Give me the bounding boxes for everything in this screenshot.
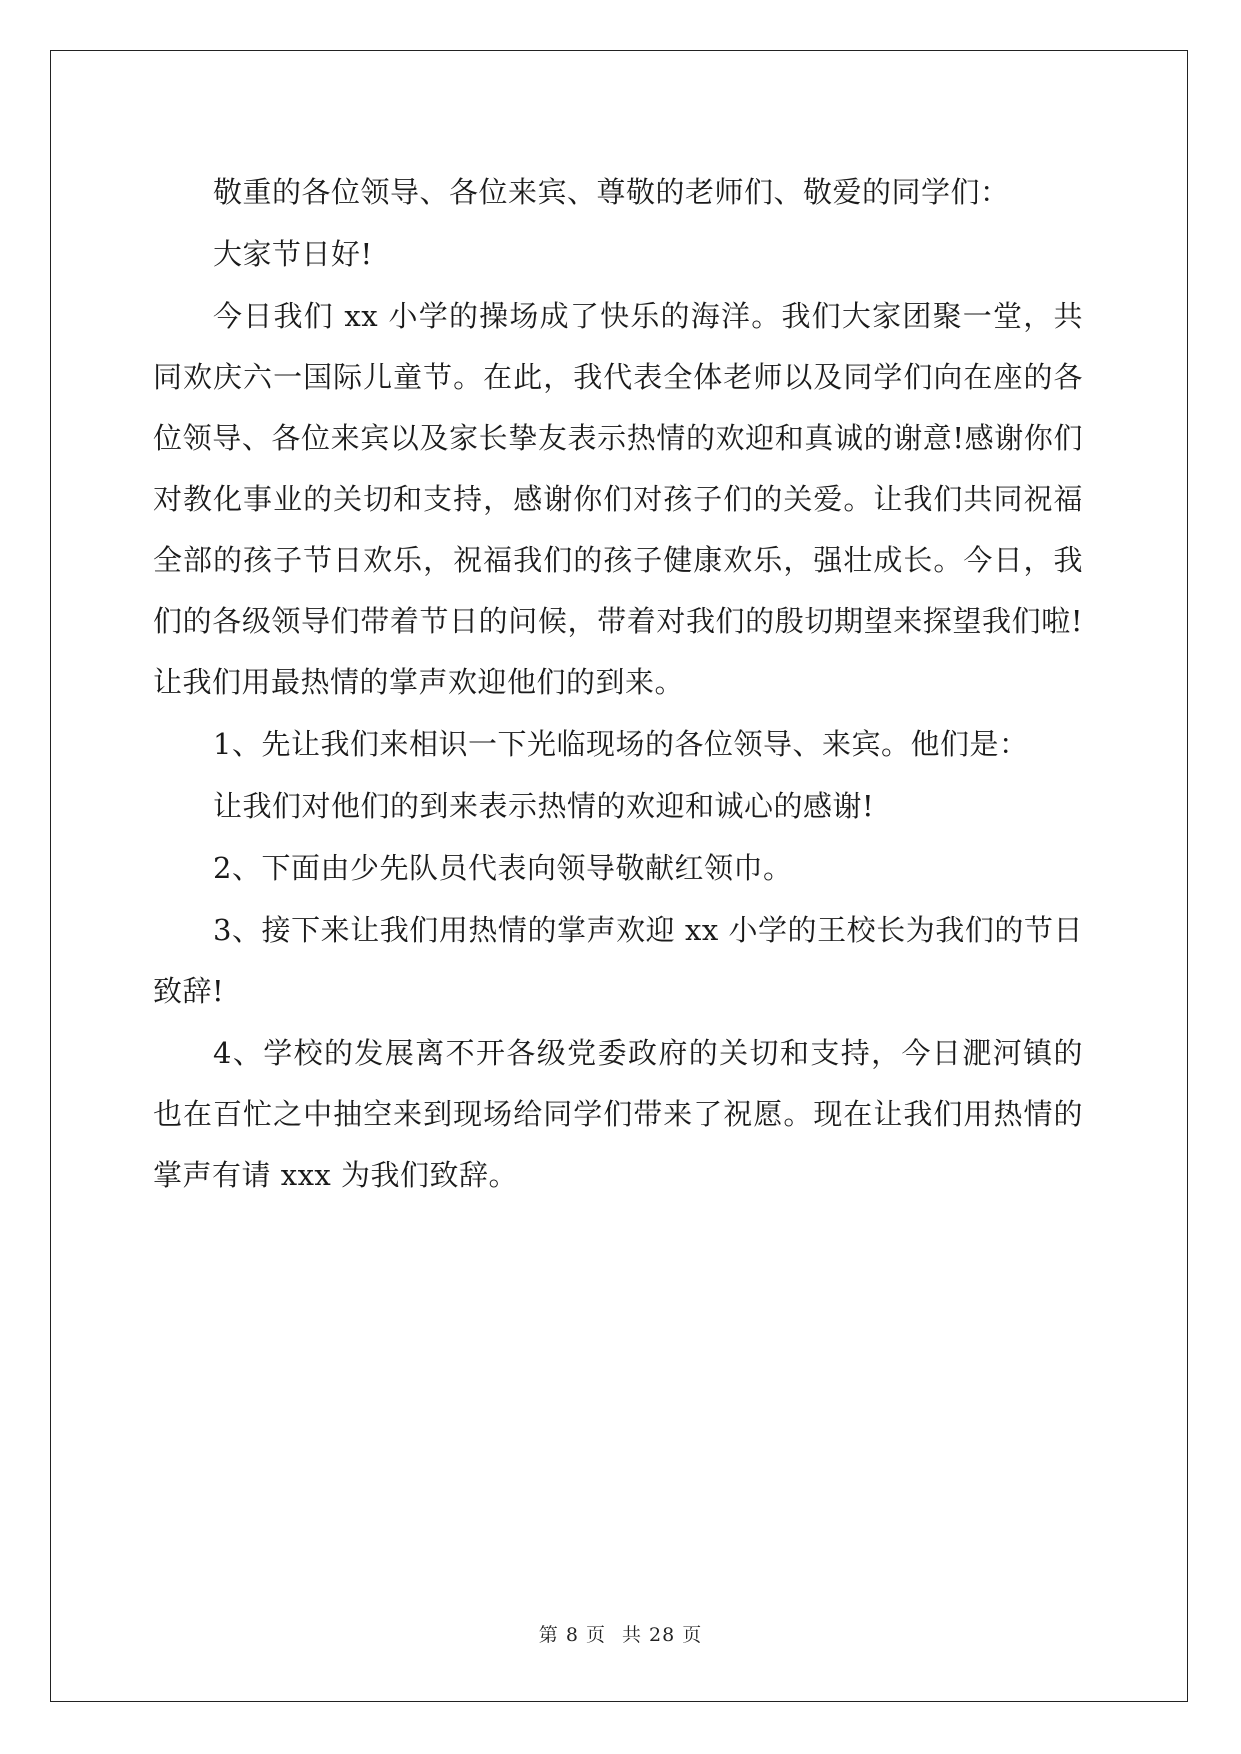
- item-1-paragraph: 1、先让我们来相识一下光临现场的各位领导、来宾。他们是：: [213, 727, 1029, 761]
- greeting: 大家节日好!: [213, 237, 373, 271]
- salutation: 敬重的各位领导、各位来宾、尊敬的老师们、敬爱的同学们：: [213, 175, 1010, 209]
- item-3-paragraph: 3、接下来让我们用热情的掌声欢迎 xx 小学的王校长为我们的节日致辞!: [153, 913, 1083, 1008]
- item-4-paragraph: 4、学校的发展离不开各级党委政府的关切和支持，今日淝河镇的也在百忙之中抽空来到现场给同学们带来了祝愿。现在让我们用热情的掌声有请 xxx 为我们致辞。: [153, 1036, 1083, 1192]
- item-2-paragraph: 2、下面由少先队员代表向领导敬献红领巾。: [213, 851, 793, 885]
- opening-paragraph: 今日我们 xx 小学的操场成了快乐的海洋。我们大家团聚一堂，共同欢庆六一国际儿童节。在此，我代表全体老师以及同学们向在座的各位领导、各位来宾以及家长挚友表示热情的欢迎和真诚的谢意!感谢你们对教化事业的关切和支持，感谢你们对孩子们的关爱。让我们共同祝福全部的孩子节日欢乐，祝福我们的孩子健康欢乐，强壮成长。今日，我们的各级领导们带着节日的问候，带着对我们的殷切期望来探望我们啦!让我们用最热情的掌声欢迎他们的到来。: [153, 299, 1083, 699]
- welcome-paragraph: 让我们对他们的到来表示热情的欢迎和诚心的感谢!: [213, 789, 875, 823]
- page-number: 第 8 页: [538, 1624, 606, 1646]
- page-footer: [0, 1620, 1241, 1647]
- document-body: [153, 162, 1083, 1207]
- page-total: 共 28 页: [621, 1624, 703, 1646]
